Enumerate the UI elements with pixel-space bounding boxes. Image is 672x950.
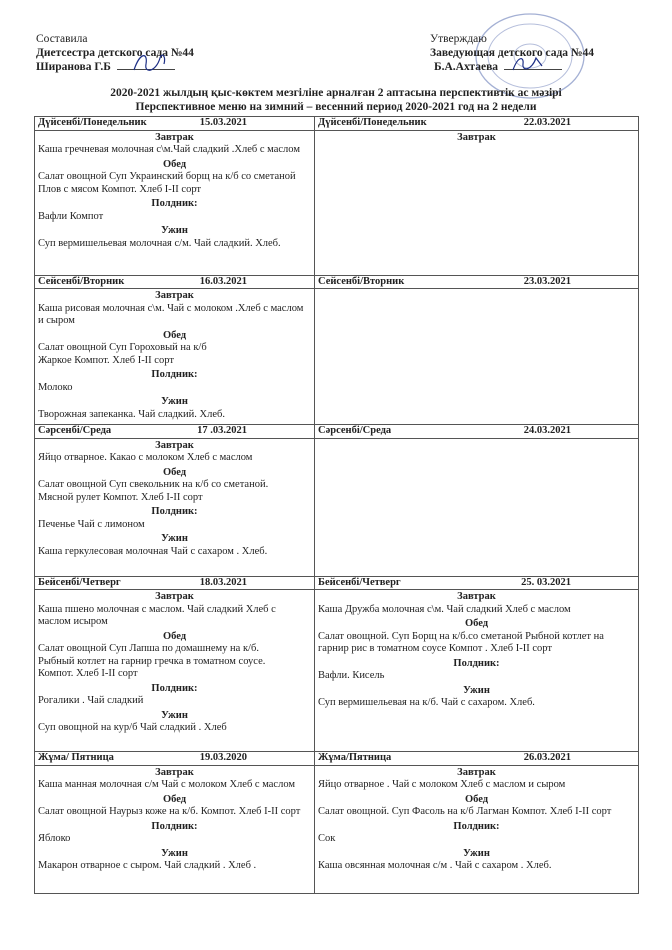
menu-table <box>34 116 639 894</box>
day-menu <box>35 289 314 424</box>
breakfast-items: Каша манная молочная с/м Чай с молоком Хлеб с маслом <box>38 779 296 790</box>
day-header <box>35 425 315 439</box>
day-header-row <box>35 275 639 289</box>
breakfast-heading: Завтрак <box>155 766 194 778</box>
day-menu-cell <box>315 765 639 893</box>
day-menu-cell <box>35 289 315 425</box>
day-header <box>315 275 639 289</box>
day-name: Сейсенбі/Вторник <box>318 275 405 287</box>
compiled-by-position: Диетсестра детского сада №44 <box>36 47 194 59</box>
approver-signature-mark <box>510 52 546 76</box>
breakfast-heading: Завтрак <box>155 290 194 301</box>
snack-items: Сок <box>318 833 336 844</box>
dinner-heading: Ужин <box>463 684 490 696</box>
day-menu-cell <box>35 130 315 275</box>
snack-heading: Полдник: <box>151 506 198 517</box>
day-date: 17 .03.2021 <box>197 425 247 436</box>
day-menu <box>35 590 314 751</box>
compiled-by-signature-line <box>36 60 194 74</box>
dinner-heading: Ужин <box>161 533 188 544</box>
day-name: Сәрсенбі/Среда <box>318 425 392 436</box>
breakfast-items: Каша Дружба молочная с\м. Чай сладкий Хлеб с маслом <box>318 603 571 615</box>
lunch-heading: Обед <box>464 618 489 629</box>
dinner-items: Каша геркулесовая молочная Чай с сахаром . Хлеб. <box>38 545 268 557</box>
snack-items: Вафли Компот <box>38 210 104 222</box>
day-menu-row <box>35 289 639 425</box>
approved-by-title: Утверждаю <box>430 33 487 45</box>
day-menu-cell <box>315 438 639 576</box>
day-header-row <box>35 425 639 439</box>
breakfast-items: Яйцо отварное . Чай с молоком Хлеб с маслом и сыром <box>318 779 566 790</box>
snack-items: Молоко <box>38 381 73 393</box>
dinner-items: Макарон отварное с сыром. Чай сладкий . Хлеб . <box>38 860 257 871</box>
breakfast-heading: Завтрак <box>457 591 496 602</box>
day-menu <box>315 289 638 424</box>
breakfast-heading: Завтрак <box>155 131 194 143</box>
day-header <box>35 752 315 766</box>
day-menu <box>315 766 638 893</box>
lunch-items: Салат овощной. Суп Борщ на к/б.со сметаной Рыбной котлет на гарнир рис в томатном соусе Компот . Хлеб I-II сорт <box>318 630 604 654</box>
dinner-items: Суп вермишельевая на к/б. Чай с сахаром. Хлеб. <box>318 697 535 708</box>
approved-by-name: Б.А.Ахтаева <box>434 61 499 73</box>
snack-items: Вафли. Кисель <box>318 670 385 681</box>
day-menu-cell <box>35 765 315 893</box>
dinner-items: Суп вермишельевая молочная с/м. Чай сладкий. Хлеб. <box>38 237 281 249</box>
day-menu-row <box>35 590 639 752</box>
lunch-heading: Обед <box>162 329 187 341</box>
breakfast-heading: Завтрак <box>155 591 194 602</box>
day-header <box>35 576 315 590</box>
day-name: Сәрсенбі/Среда <box>38 425 112 436</box>
day-header <box>315 752 639 766</box>
day-menu <box>35 766 314 893</box>
day-menu <box>315 590 638 751</box>
lunch-items: Салат овощной Суп Гороховый на к/б <box>38 342 207 353</box>
snack-heading: Полдник: <box>151 369 198 380</box>
compiled-by-block <box>36 32 194 74</box>
day-date: 22.03.2021 <box>523 117 571 128</box>
snack-heading: Полдник: <box>151 198 198 209</box>
day-name: Бейсенбі/Четверг <box>38 576 121 588</box>
day-menu <box>315 131 638 275</box>
document-header <box>0 0 672 113</box>
day-menu-cell <box>315 130 639 275</box>
day-menu-row <box>35 438 639 576</box>
lunch-heading: Обед <box>162 158 187 170</box>
day-name: Сейсенбі/Вторник <box>38 275 125 287</box>
day-name: Жұма/Пятница <box>318 752 392 763</box>
lunch-items: Мясной рулет Компот. Хлеб I-II сорт <box>38 491 203 503</box>
day-date: 23.03.2021 <box>523 275 571 287</box>
day-header <box>315 576 639 590</box>
snack-heading: Полдник: <box>453 820 500 832</box>
day-menu <box>315 439 638 576</box>
day-date: 25. 03.2021 <box>521 576 571 588</box>
lunch-items: Рыбный котлет на гарнир гречка в томатном соусе. <box>38 655 266 667</box>
lunch-items: Компот. Хлеб I-II сорт <box>38 668 138 679</box>
day-header-row <box>35 576 639 590</box>
dinner-heading: Ужин <box>463 847 490 859</box>
dinner-items: Каша овсянная молочная с/м . Чай с сахаром . Хлеб. <box>318 860 552 871</box>
day-menu <box>35 131 314 275</box>
day-menu <box>35 439 314 576</box>
breakfast-heading: Завтрак <box>155 439 194 451</box>
dinner-heading: Ужин <box>161 396 188 407</box>
approved-by-position: Заведующая детского сада №44 <box>430 47 594 59</box>
lunch-items: Салат овощной. Суп Фасоль на к/б Лагман Компот. Хлеб I-II сорт <box>318 806 612 817</box>
day-name: Дүйсенбі/Понедельник <box>318 117 427 128</box>
day-header <box>35 117 315 131</box>
day-name: Бейсенбі/Четверг <box>318 576 401 588</box>
day-date: 15.03.2021 <box>199 117 247 128</box>
lunch-items: Плов с мясом Компот. Хлеб I-II сорт <box>38 183 202 195</box>
day-date: 24.03.2021 <box>523 425 571 436</box>
day-header <box>35 275 315 289</box>
day-menu-row <box>35 765 639 893</box>
lunch-heading: Обед <box>162 466 187 478</box>
day-header <box>315 117 639 131</box>
dinner-items: Творожная запеканка. Чай сладкий. Хлеб. <box>38 408 225 420</box>
breakfast-items: Яйцо отварное. Какао с молоком Хлеб с маслом <box>38 452 253 463</box>
lunch-items: Салат овощной Суп свекольник на к/б со сметаной. <box>38 479 269 490</box>
breakfast-items: Каша рисовая молочная с\м. Чай с молоком .Хлеб с маслом и сыром <box>38 302 304 326</box>
lunch-heading: Обед <box>162 793 187 805</box>
day-menu-cell <box>315 289 639 425</box>
day-date: 26.03.2021 <box>523 752 571 763</box>
day-date: 18.03.2021 <box>199 576 247 588</box>
compiled-by-name: Ширанова Г.Б <box>36 61 111 73</box>
breakfast-items: Каша гречневая молочная с\м.Чай сладкий .Хлеб с маслом <box>38 144 300 155</box>
snack-heading: Полдник: <box>151 820 198 832</box>
snack-items: Рогалики . Чай сладкий <box>38 695 144 706</box>
day-date: 16.03.2021 <box>199 275 247 287</box>
day-date: 19.03.2020 <box>199 752 247 763</box>
day-name: Жұма/ Пятница <box>38 752 114 763</box>
breakfast-heading: Завтрак <box>457 131 496 143</box>
snack-heading: Полдник: <box>453 657 500 669</box>
day-menu-row <box>35 130 639 275</box>
title-kazakh: 2020-2021 жылдың қыс-көктем мезгіліне арналған 2 аптасына перспективтік ас мәзірі <box>110 87 562 99</box>
dinner-items: Суп овощной на кур/б Чай сладкий . Хлеб <box>38 722 227 733</box>
day-header-row <box>35 752 639 766</box>
compiled-by-title: Составила <box>36 33 88 45</box>
lunch-heading: Обед <box>162 630 187 642</box>
lunch-items: Салат овощной Суп Украинский борщ на к/б со сметаной <box>38 171 296 182</box>
day-name: Дүйсенбі/Понедельник <box>38 117 147 128</box>
snack-heading: Полдник: <box>151 682 198 694</box>
lunch-items: Салат овощной Наурыз коже на к/б. Компот. Хлеб I-II сорт <box>38 806 301 817</box>
document-titles <box>0 86 672 114</box>
dinner-heading: Ужин <box>161 225 188 236</box>
lunch-heading: Обед <box>464 793 489 805</box>
day-header-row <box>35 117 639 131</box>
dinner-heading: Ужин <box>161 709 188 721</box>
day-menu-cell <box>35 590 315 752</box>
compiler-signature-mark <box>130 50 170 78</box>
title-russian: Перспективное меню на зимний – весенний период 2020-2021 год на 2 недели <box>135 101 537 113</box>
snack-items: Печенье Чай с лимоном <box>38 518 145 530</box>
snack-items: Яблоко <box>38 833 71 844</box>
dinner-heading: Ужин <box>161 847 188 859</box>
lunch-items: Салат овощной Суп Лапша по домашнему на к/б. <box>38 643 259 654</box>
breakfast-heading: Завтрак <box>457 766 496 778</box>
day-header <box>315 425 639 439</box>
lunch-items: Жаркое Компот. Хлеб I-II сорт <box>38 354 174 366</box>
day-menu-cell <box>35 438 315 576</box>
breakfast-items: Каша пшено молочная с маслом. Чай сладкий Хлеб с маслом исыром <box>38 603 276 627</box>
day-menu-cell <box>315 590 639 752</box>
